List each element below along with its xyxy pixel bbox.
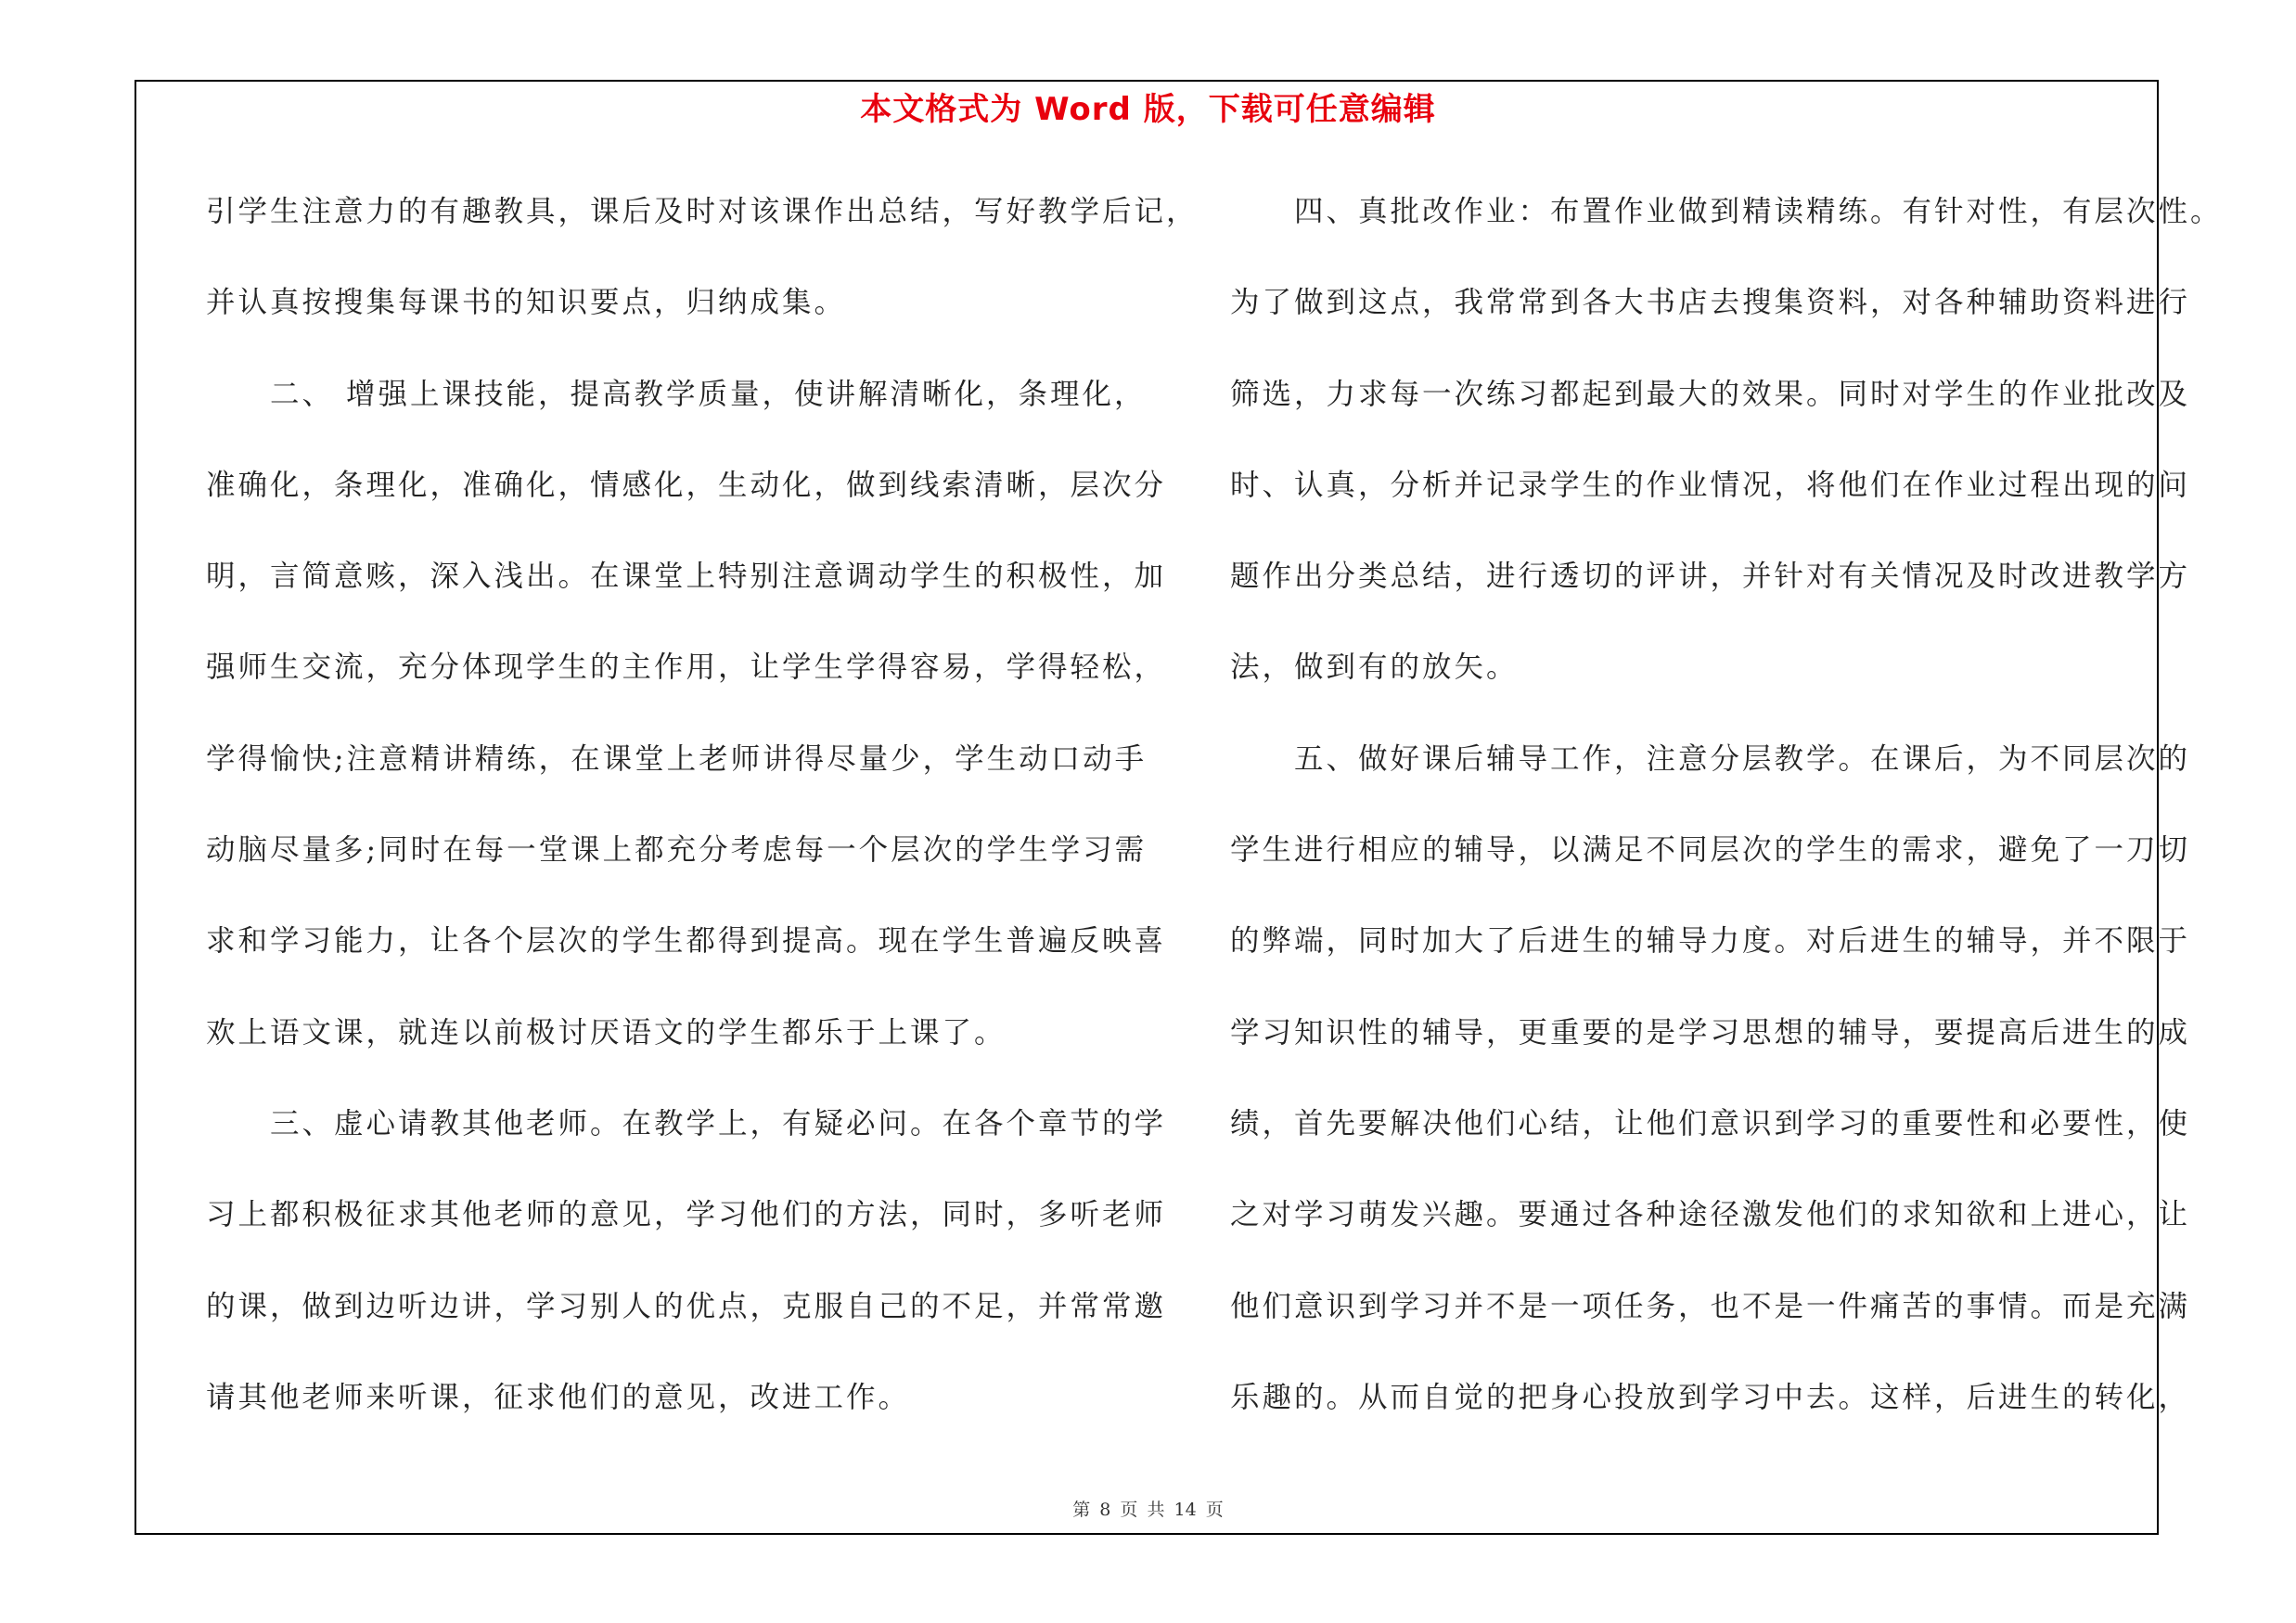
right-text-column xyxy=(1230,184,2223,1461)
text-line: 绩，首先要解决他们心结，让他们意识到学习的重要性和必要性，使 xyxy=(1230,1106,2191,1140)
page-number-footer: 第 8 页 共 14 页 xyxy=(1072,1500,1224,1520)
text-line: 的课，做到边听边讲，学习别人的优点，克服自己的不足，并常常邀 xyxy=(206,1289,1167,1323)
text-line: 乐趣的。从而自觉的把身心投放到学习中去。这样，后进生的转化， xyxy=(1230,1380,2191,1414)
text-line: 法，做到有的放矢。 xyxy=(1230,650,1519,685)
text-line: 请其他老师来听课，征求他们的意见，改进工作。 xyxy=(206,1380,911,1414)
text-line: 之对学习萌发兴趣。要通过各种途径激发他们的求知欲和上进心，让 xyxy=(1230,1198,2191,1232)
text-line: 欢上语文课，就连以前极讨厌语文的学生都乐于上课了。 xyxy=(206,1015,1007,1050)
text-line: 引学生注意力的有趣教具，课后及时对该课作出总结，写好教学后记， xyxy=(206,195,1199,228)
text-line: 学生进行相应的辅导，以满足不同层次的学生的需求，避免了一刀切 xyxy=(1230,833,2191,868)
text-line: 准确化，条理化，准确化，情感化，生动化，做到线索清晰，层次分 xyxy=(206,468,1167,502)
text-line: 三、虚心请教其他老师。在教学上，有疑必问。在各个章节的学 xyxy=(206,1106,1167,1140)
document-banner: 本文格式为 Word 版，下载可任意编辑 xyxy=(860,91,1436,128)
text-line: 五、做好课后辅导工作，注意分层教学。在课后，为不同层次的 xyxy=(1230,741,2191,776)
text-line: 为了做到这点，我常常到各大书店去搜集资料，对各种辅助资料进行 xyxy=(1230,286,2191,320)
text-line: 并认真按搜集每课书的知识要点，归纳成集。 xyxy=(206,286,847,320)
text-line: 习上都积极征求其他老师的意见，学习他们的方法，同时，多听老师 xyxy=(206,1198,1167,1232)
text-line: 学习知识性的辅导，更重要的是学习思想的辅导，要提高后进生的成 xyxy=(1230,1015,2191,1050)
text-line: 的弊端，同时加大了后进生的辅导力度。对后进生的辅导，并不限于 xyxy=(1230,924,2191,959)
left-text-column xyxy=(206,184,1199,1461)
text-line: 时、认真，分析并记录学生的作业情况，将他们在作业过程出现的问 xyxy=(1230,468,2191,502)
text-line: 筛选，力求每一次练习都起到最大的效果。同时对学生的作业批改及 xyxy=(1230,377,2191,411)
text-line: 四、真批改作业：布置作业做到精读精练。有针对性，有层次性。 xyxy=(1230,195,2223,228)
text-line: 明，言简意赅，深入浅出。在课堂上特别注意调动学生的积极性，加 xyxy=(206,560,1167,594)
text-line: 题作出分类总结，进行透切的评讲，并针对有关情况及时改进教学方 xyxy=(1230,560,2191,594)
text-line: 求和学习能力，让各个层次的学生都得到提高。现在学生普遍反映喜 xyxy=(206,924,1167,959)
text-line: 学得愉快;注意精讲精练，在课堂上老师讲得尽量少，学生动口动手 xyxy=(206,741,1148,776)
text-line: 二、 增强上课技能，提高教学质量，使讲解清晰化，条理化， xyxy=(206,377,1147,411)
text-line: 动脑尽量多;同时在每一堂课上都充分考虑每一个层次的学生学习需 xyxy=(206,833,1148,868)
text-line: 强师生交流，充分体现学生的主作用，让学生学得容易，学得轻松， xyxy=(206,650,1167,685)
text-line: 他们意识到学习并不是一项任务，也不是一件痛苦的事情。而是充满 xyxy=(1230,1289,2191,1323)
